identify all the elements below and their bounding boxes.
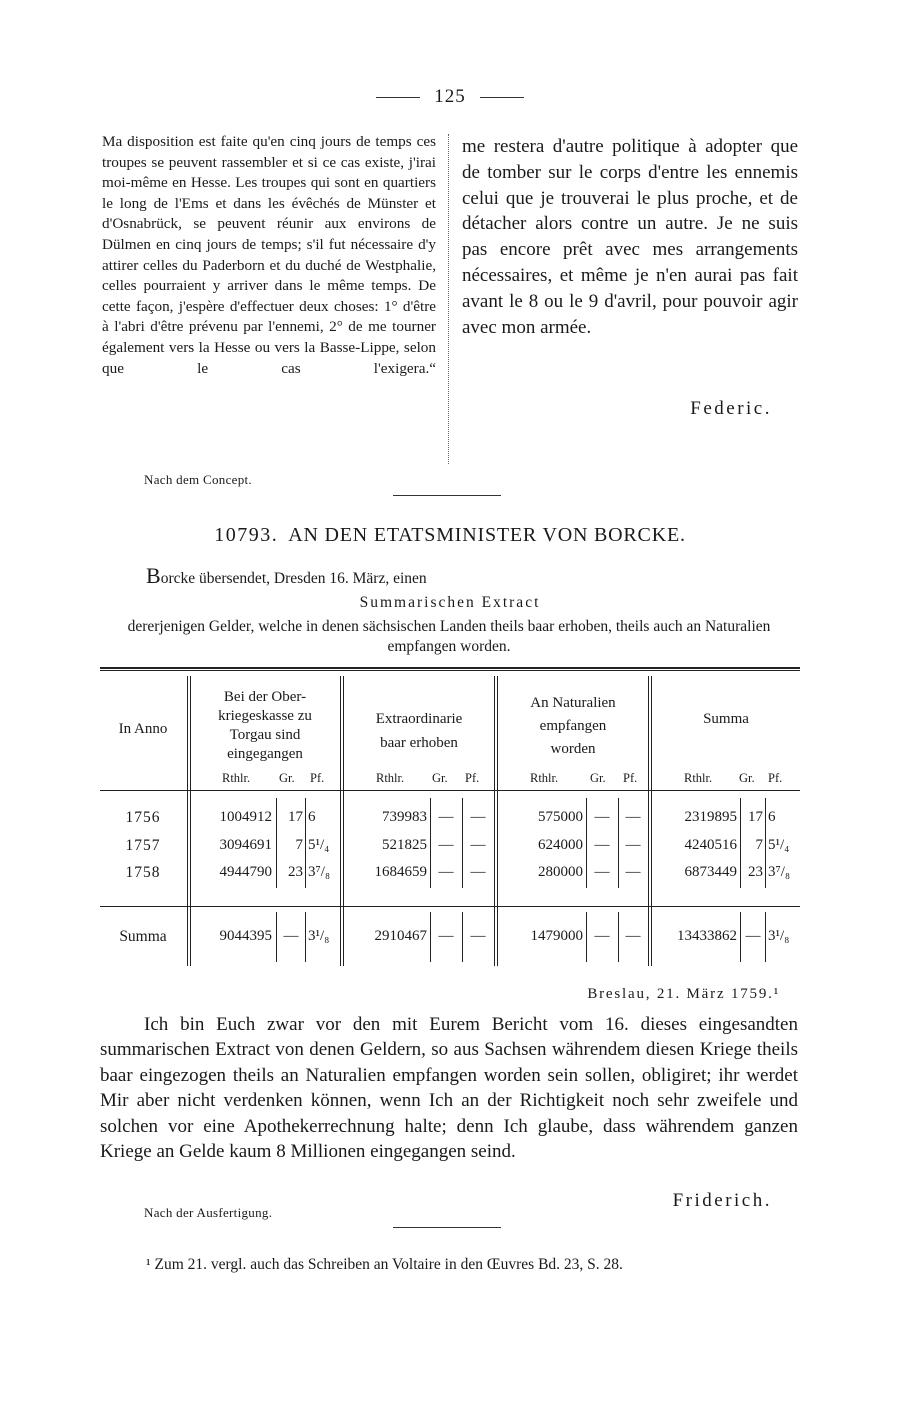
right-column xyxy=(462,134,798,340)
cell-c1-rthlr: 3094691 xyxy=(219,837,272,853)
cell-c2-pf: — xyxy=(470,864,486,880)
cell-c3-rthlr: 624000 xyxy=(538,837,583,853)
header-col1-line1: Bei der Ober- xyxy=(223,689,307,705)
total-c1-pf: 3¹/₈ xyxy=(308,928,330,944)
row-year: 1756 xyxy=(125,809,161,826)
cell-c4-rthlr: 2319895 xyxy=(684,809,737,825)
letter-body-text: Ich bin Euch zwar vor den mit Eurem Bericht vom 16. dieses eingesandten summarischen Extract von denen Geldern, so aus Sachsen währendem diesen Kriege theils baar eingezogen theils an Naturalien empfangen worden sein sollen, obligiret; ihr werdet Mir aber nicht verdenken können, wenn Ich an der Richtigkeit noch sehr zweifele und solchen vor eine Apothekerrechnung halte; denn Ich glaube, dass währendem ganzen Kriege an Gelde kaum 8 Millionen eingegangen seind. xyxy=(100,1014,798,1163)
unit-rthlr-1: Rthlr. xyxy=(222,771,251,785)
header-col1-line2: kriegeskasse zu xyxy=(218,708,312,724)
cell-c3-pf: — xyxy=(625,864,641,880)
row-year: 1757 xyxy=(125,837,161,854)
total-c3-rthlr: 1479000 xyxy=(530,928,583,944)
header-col2-line2: baar erhoben xyxy=(380,735,458,751)
cell-c4-pf: 6 xyxy=(768,809,776,825)
col-sep-4a xyxy=(648,676,649,966)
total-c4-gr: — xyxy=(745,928,761,944)
sub-sep-t2-rthlr xyxy=(430,912,431,962)
sub-sep-t4-rthlr xyxy=(740,912,741,962)
sub-sep-t3-rthlr xyxy=(586,912,587,962)
intro-text: orcke übersendet, Dresden 16. März, einen xyxy=(160,570,427,587)
unit-gr-3: Gr. xyxy=(590,771,606,785)
cell-c1-gr: 23 xyxy=(288,864,303,880)
unit-gr-4: Gr. xyxy=(739,771,755,785)
total-c3-pf: — xyxy=(625,928,641,944)
sub-sep-t1-rthlr xyxy=(276,912,277,962)
cell-c3-gr: — xyxy=(594,864,610,880)
cell-c3-pf: — xyxy=(625,809,641,825)
page-number xyxy=(0,86,900,108)
unit-rthlr-4: Rthlr. xyxy=(684,771,713,785)
cell-c2-gr: — xyxy=(438,837,454,853)
cell-c3-gr: — xyxy=(594,809,610,825)
total-c1-gr: — xyxy=(283,928,299,944)
left-column-text: Ma disposition est faite qu'en cinq jours de temps ces troupes se peuvent rassembler et si ce cas existe, j'irai moi-même en Hesse. Les troupes qui sont en quartiers le long de l'Ems et dans les évêchés de Münster et d'Osnabrück, se peuvent réunir aux environs de Dülmen en cinq jours de temps; s'il fut nécessaire d'y attirer celles du Paderborn et du duché de Westphalie, celles pourraient y arriver dans le même temps. De cette façon, j'espère d'effectuer deux choses: 1° d'être à l'abri d'être prévenu par l'ennemi, 2° de me tourner également vers la Hesse ou vers la Basse-Lippe, selon que le cas l'exigera.“ xyxy=(102,133,436,377)
cell-c4-pf: 3⁷/₈ xyxy=(768,864,791,880)
unit-rthlr-3: Rthlr. xyxy=(530,771,559,785)
table-total-rule xyxy=(100,906,800,907)
cell-c1-pf: 6 xyxy=(308,809,316,825)
cell-c4-rthlr: 4240516 xyxy=(684,837,737,853)
row-year: 1758 xyxy=(125,864,161,881)
header-col4: Summa xyxy=(703,711,749,727)
unit-pf-4: Pf. xyxy=(768,771,783,785)
sub-sep-2-rthlr xyxy=(430,798,431,888)
cell-c4-gr: 7 xyxy=(755,837,763,853)
sub-sep-4-rthlr xyxy=(740,798,741,888)
footnote: ¹ Zum 21. vergl. auch das Schreiben an Voltaire in den Œuvres Bd. 23, S. 28. xyxy=(146,1256,623,1273)
column-divider xyxy=(448,134,449,464)
table-top-rule-2 xyxy=(100,670,800,671)
cell-c4-gr: 17 xyxy=(748,809,763,825)
total-c4-pf: 3¹/₈ xyxy=(768,928,790,944)
sub-sep-1-gr xyxy=(305,798,306,888)
footnote-rule xyxy=(393,1227,501,1228)
header-col1-line4: eingegangen xyxy=(227,746,303,762)
dateline: Breslau, 21. März 1759.¹ xyxy=(587,986,780,1002)
letter-heading xyxy=(0,524,900,547)
page-number-text: 125 xyxy=(434,86,466,107)
cell-c1-pf: 5¹/₄ xyxy=(308,837,330,853)
header-col1 xyxy=(192,688,338,764)
sub-sep-4-gr xyxy=(765,798,766,888)
cell-c2-gr: — xyxy=(438,864,454,880)
total-c2-pf: — xyxy=(470,928,486,944)
unit-pf-3: Pf. xyxy=(623,771,638,785)
cell-c2-rthlr: 1684659 xyxy=(374,864,427,880)
cell-c1-gr: 7 xyxy=(295,837,303,853)
unit-gr-1: Gr. xyxy=(279,771,295,785)
signature-federic: Federic. xyxy=(690,398,772,419)
cell-c3-pf: — xyxy=(625,837,641,853)
header-col2 xyxy=(345,707,493,755)
col-sep-4b xyxy=(651,676,652,966)
sub-sep-2-gr xyxy=(462,798,463,888)
cell-c2-pf: — xyxy=(470,837,486,853)
section-rule xyxy=(393,495,501,496)
cell-c3-rthlr: 575000 xyxy=(538,809,583,825)
sub-sep-t4-gr xyxy=(765,912,766,962)
sub-sep-3-rthlr xyxy=(586,798,587,888)
cell-c1-rthlr: 1004912 xyxy=(219,809,272,825)
cell-c4-pf: 5¹/₄ xyxy=(768,837,790,853)
header-col2-line1: Extraordinarie xyxy=(375,711,463,727)
total-label: Summa xyxy=(119,928,167,945)
table-top-rule xyxy=(100,667,800,669)
unit-rthlr-2: Rthlr. xyxy=(376,771,405,785)
cell-c1-gr: 17 xyxy=(288,809,303,825)
unit-gr-2: Gr. xyxy=(432,771,448,785)
cell-c2-rthlr: 739983 xyxy=(382,809,427,825)
letter-body xyxy=(100,1012,798,1164)
col-sep-3b xyxy=(497,676,498,966)
header-col3-line3: worden xyxy=(550,741,596,757)
cell-c3-gr: — xyxy=(594,837,610,853)
header-col1-line3: Torgau sind xyxy=(229,727,301,743)
letter-number: 10793. xyxy=(214,524,279,546)
cell-c2-pf: — xyxy=(470,809,486,825)
left-column xyxy=(102,132,436,400)
col-sep-1a xyxy=(187,676,188,966)
cell-c1-pf: 3⁷/₈ xyxy=(308,864,331,880)
right-column-text: me restera d'autre politique à adopter que de tomber sur le corps d'entre les ennemis celui que je trouverai le plus proche, et de détacher alors contre un autre. Je ne suis pas encore prêt avec mes arrangements nécessaires, et même je n'en aurai pas fait avant le 8 ou le 9 d'avril, pour pouvoir agir avec mon armée. xyxy=(462,136,798,338)
header-in-anno: In Anno xyxy=(118,721,168,737)
source-note-ausfertigung: Nach der Ausfertigung. xyxy=(144,1205,273,1220)
unit-pf-2: Pf. xyxy=(465,771,480,785)
cell-c1-rthlr: 4944790 xyxy=(219,864,272,880)
source-note-concept: Nach dem Concept. xyxy=(144,472,252,487)
letter-title: AN DEN ETATSMINISTER VON BORCKE. xyxy=(288,524,686,546)
cell-c4-rthlr: 6873449 xyxy=(684,864,737,880)
sub-sep-1-rthlr xyxy=(276,798,277,888)
letter-intro xyxy=(146,563,427,589)
sub-sep-t2-gr xyxy=(462,912,463,962)
unit-pf-1: Pf. xyxy=(310,771,325,785)
summary-title: Summarischen Extract xyxy=(359,594,541,611)
cell-c2-gr: — xyxy=(438,809,454,825)
intro-initial: B xyxy=(146,563,161,588)
summary-description: dererjenigen Gelder, welche in denen sächsischen Landen theils baar erhoben, theils auch an Naturalien empfangen worden. xyxy=(127,618,771,655)
cell-c3-rthlr: 280000 xyxy=(538,864,583,880)
sub-sep-t1-gr xyxy=(305,912,306,962)
col-sep-2b xyxy=(343,676,344,966)
header-col3-line2: empfangen xyxy=(539,718,607,734)
cell-c4-gr: 23 xyxy=(748,864,763,880)
page-number-dash-left xyxy=(376,97,420,98)
cell-c2-rthlr: 521825 xyxy=(382,837,427,853)
col-sep-2a xyxy=(340,676,341,966)
header-col3 xyxy=(499,692,647,761)
page-number-dash-right xyxy=(480,97,524,98)
total-c2-gr: — xyxy=(438,928,454,944)
total-c1-rthlr: 9044395 xyxy=(219,928,272,944)
signature-friderich: Friderich. xyxy=(672,1190,772,1211)
table-header-rule xyxy=(100,790,800,791)
col-sep-3a xyxy=(494,676,495,966)
total-c4-rthlr: 13433862 xyxy=(677,928,737,944)
sub-sep-t3-gr xyxy=(618,912,619,962)
col-sep-1b xyxy=(190,676,191,966)
sub-sep-3-gr xyxy=(618,798,619,888)
total-c3-gr: — xyxy=(594,928,610,944)
total-c2-rthlr: 2910467 xyxy=(374,928,427,944)
header-col3-line1: An Naturalien xyxy=(530,695,616,711)
